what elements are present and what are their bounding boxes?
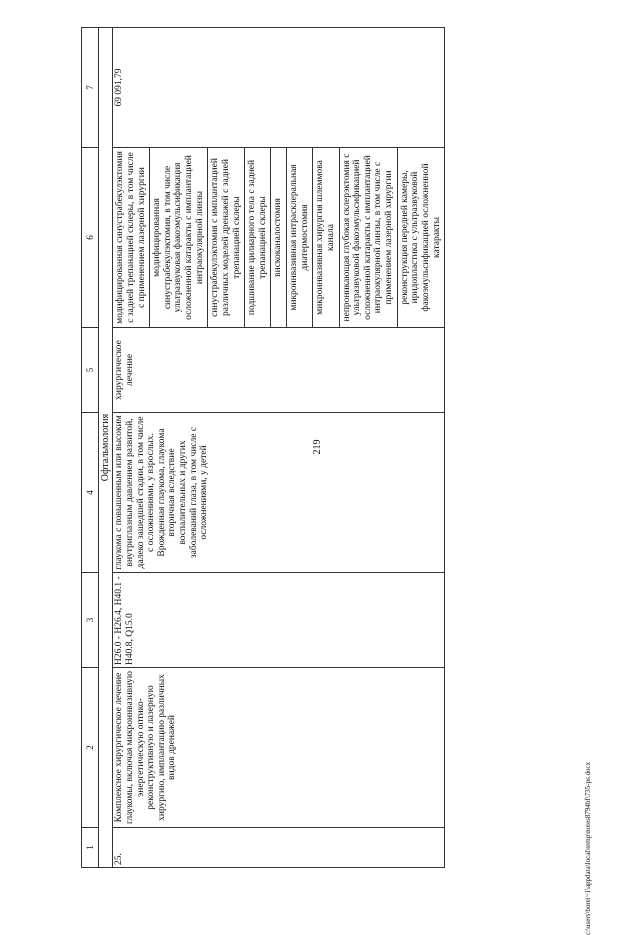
method-item: непроникающая глубокая склерэктомия с ультразвуковой факоэмульсификацией осложненной катаракты с имплантацией интраокулярной линзы, в том числе с применением лазерной хирургии	[339, 148, 397, 327]
methods-list	[113, 148, 444, 327]
row-number: 25.	[113, 828, 445, 868]
treatment-name: Комплексное хирургическое лечение глаукомы, включая микроинвазивную энергетическую оптико-реконструктивную и лазерную хирургию, имплантацию различных видов дренажей	[113, 668, 445, 828]
treatment-type: хирургическое лечение	[113, 328, 445, 413]
header-col-2: 2	[82, 668, 99, 828]
icd-codes: H26.0 - H26.4, H40.1 - H40.8, Q15.0	[113, 573, 445, 668]
page-number: 219	[312, 439, 323, 455]
method-item: вискоканалостомия	[271, 148, 287, 327]
header-col-4: 4	[82, 413, 99, 573]
header-col-7: 7	[82, 28, 99, 148]
section-title: Офтальмология	[99, 28, 113, 868]
method-item: микроинвазивная хирургия шлеммова канала	[313, 148, 339, 327]
method-item: подшивание цилиарного тела с задней трепанацией склеры	[245, 148, 271, 327]
header-row	[82, 28, 99, 868]
footer-file-path: c:\users\borei~1\appdata\local\temp\notes8794bf\735-ps.docx	[584, 761, 592, 935]
cost-value: 69 091,79	[113, 28, 445, 148]
header-col-6: 6	[82, 148, 99, 328]
header-col-5: 5	[82, 328, 99, 413]
methods-cell	[113, 148, 445, 328]
method-item: модифицированная синустрабекулэктомия, в том числе ультразвуковая факоэмульсификация осложненной катаракты с имплантацией интраокулярной линзы	[150, 148, 208, 327]
method-item: модифицированная синустрабекулэктомия с задней трепанацией склеры, в том числе с применением лазерной хирургии	[113, 148, 149, 327]
header-col-1: 1	[82, 828, 99, 868]
method-item: синустрабекулэктомия с имплантацией различных моделей дренажей с задней трепанацией склеры	[208, 148, 245, 327]
section-row	[99, 28, 113, 868]
table-row	[113, 28, 445, 868]
header-col-3: 3	[82, 573, 99, 668]
rotated-table-wrapper	[81, 28, 601, 868]
patient-model: глаукома с повышенным или высоким внутриглазным давлением развитой, далеко зашедшей стадии, в том числе с осложнениями, у взрослых. Врожденная глаукома, глаукома вторичная вследствие воспалительных и других заболеваний глаза, в том числе с осложнениями, у детей	[113, 413, 445, 573]
method-item: микроинвазивная интрасклеральная диатермостомия	[287, 148, 313, 327]
treatment-table	[81, 27, 445, 868]
method-item: реконструкция передней камеры, иридопластика с ультразвуковой факоэмульсификацией осложненной катаракты	[399, 163, 442, 312]
